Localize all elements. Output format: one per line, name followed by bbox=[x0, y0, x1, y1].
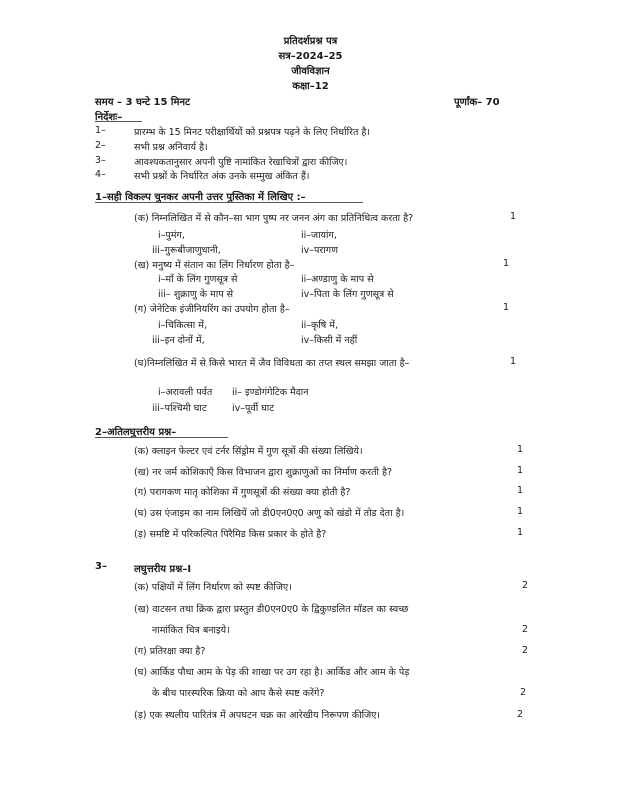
question-marks: 1 bbox=[517, 527, 524, 538]
question-text: (क) पक्षियों में लिंग निर्धारण को स्पष्ट कीजिए। bbox=[134, 582, 292, 593]
option: iv–परागण bbox=[301, 245, 338, 256]
option: iv–पूर्वी घाट bbox=[232, 403, 275, 414]
question-marks: 2 bbox=[522, 624, 529, 635]
option: ii–जायांग, bbox=[301, 230, 337, 241]
question-marks: 2 bbox=[520, 687, 527, 698]
section-3-title: लघुत्तरीय प्रश्न–I bbox=[134, 564, 192, 575]
section-2-title: 2–अतिलघुत्तरीय प्रश्न– bbox=[95, 427, 177, 438]
question-text: (ड़) एक स्थलीय पारितंत्र में अपघटन चक्र का आरेखीय निरूपण कीजिए। bbox=[134, 710, 381, 721]
option: ii– इण्डोगंगेटिक मैदान bbox=[232, 387, 309, 398]
question-marks: 1 bbox=[517, 465, 524, 476]
question-marks: 1 bbox=[517, 485, 524, 496]
instruction-num: 4– bbox=[95, 169, 106, 180]
question-marks: 2 bbox=[522, 645, 529, 656]
question-text: (क) निम्नलिखित में से कौन–सा भाग पुष्प नर जनन अंग का प्रतिनिधित्व करता है? bbox=[134, 213, 414, 224]
question-text-continued: नामांकित चित्र बनाइये। bbox=[152, 625, 230, 636]
instruction-text: आवश्यकतानुसार अपनी पुष्टि नामांकित रेखाचित्रों द्वारा कीजिए। bbox=[134, 157, 348, 168]
option: iii–इन दोनों में, bbox=[152, 335, 205, 346]
option: i–माँ के लिंग गुणसूत्र से bbox=[158, 274, 238, 285]
option: iii–पश्चिमी घाट bbox=[152, 403, 207, 414]
question-text: (घ)निम्नलिखित में से किसे भारत में जैव विविधता का तप्त स्थल समझा जाता है– bbox=[134, 358, 410, 369]
instruction-num: 1– bbox=[95, 125, 106, 136]
question-marks: 1 bbox=[503, 302, 510, 313]
question-text: (ग) प्रतिरक्षा क्या है? bbox=[134, 646, 206, 657]
option: i–पुमंग, bbox=[158, 230, 185, 241]
question-marks: 1 bbox=[503, 258, 510, 269]
question-text: (घ) आर्किड पौधा आम के पेड़ की शाखा पर उग रहा है। आर्किड और आम के पेड़ bbox=[134, 667, 410, 678]
question-marks: 1 bbox=[510, 211, 517, 222]
option: iii– शुक्राणु के माप से bbox=[158, 289, 234, 300]
option: i–चिकित्सा में, bbox=[158, 320, 207, 331]
time-label: समय – 3 घन्टे 15 मिनट bbox=[95, 97, 191, 108]
instructions-heading: निर्देशः– bbox=[95, 112, 123, 123]
session-line: सत्र–2024–25 bbox=[278, 51, 343, 62]
question-marks: 1 bbox=[517, 506, 524, 517]
question-text: (घ) उस एंजाइम का नाम लिखियें जो डी0एन0ए0 अणु को खंडो में तोड देता है। bbox=[134, 508, 405, 519]
question-text: (ड़) समष्टि में परिकल्पित पिरैमिड किस प्रकार के होते है? bbox=[134, 529, 327, 540]
option: iv–पिता के लिंग गुणसूत्र से bbox=[301, 289, 394, 300]
option: iv–किसी में नहीं bbox=[301, 335, 358, 346]
class-line: कक्षा–12 bbox=[292, 81, 329, 92]
instruction-num: 2– bbox=[95, 140, 106, 151]
instruction-text: प्रारम्भ के 15 मिनट परीक्षार्थियों को प्रश्नपत्र पढ़ने के लिए निर्धारित है। bbox=[134, 127, 371, 138]
option: iii–गुरूबीजाणुधानी, bbox=[152, 245, 221, 256]
instructions-underline bbox=[95, 121, 142, 122]
instruction-text: सभी प्रश्न अनिवार्य है। bbox=[134, 142, 208, 153]
option: i–अरावली पर्वत bbox=[158, 387, 213, 398]
instruction-num: 3– bbox=[95, 155, 106, 166]
question-text: (ग) परागकण मातृ कोशिका में गुणसूत्रों की संख्या क्या होती है? bbox=[134, 487, 351, 498]
question-marks: 1 bbox=[517, 444, 524, 455]
question-text: (क) क्लाइन फेल्टर एवं टर्नर सिंड्रोम में गुण सूत्रों की संख्या लिखिये। bbox=[134, 446, 363, 457]
full-marks-label: पूर्णांक– 70 bbox=[454, 97, 500, 108]
section-1-title: 1–सही विकल्प चुनकर अपनी उत्तर पुस्तिका में लिखिए :– bbox=[95, 192, 306, 203]
option: ii–कृषि में, bbox=[301, 320, 338, 331]
option: ii–अण्डाणु के माप से bbox=[301, 274, 374, 285]
question-text: (ख) वाटसन तथा क्रिक द्वारा प्रस्तुत डी0एन0ए0 के द्विकुण्डलित मॉडल का स्वच्छ bbox=[134, 604, 409, 615]
instruction-text: सभी प्रश्नों के निर्धारित अंक उनके सम्मुख अंकित हैं। bbox=[134, 171, 310, 182]
question-text: (ख) नर जर्म कोशिकाएँ किस विभाजन द्वारा शुक्राणुओं का निर्माण करती है? bbox=[134, 467, 393, 478]
question-marks: 1 bbox=[510, 356, 517, 367]
question-marks: 2 bbox=[522, 580, 529, 591]
question-marks: 2 bbox=[517, 709, 524, 720]
paper-title: प्रतिदर्शप्रश्न पत्र bbox=[283, 36, 338, 47]
question-text: (ख) मनुष्य में संतान का लिंग निर्धारण होता है– bbox=[134, 260, 295, 271]
section-3-number: 3– bbox=[95, 561, 107, 572]
question-text: (ग) जेनेटिक इंजीनियरिंग का उपयोग होता है– bbox=[134, 304, 290, 315]
section-2-underline bbox=[95, 437, 228, 438]
question-text-continued: के बीच पारस्परिक क्रिया को आप कैसे स्पष्ट करेंगे? bbox=[152, 688, 325, 699]
section-1-underline bbox=[95, 202, 363, 203]
subject-line: जीवविज्ञान bbox=[291, 66, 330, 77]
